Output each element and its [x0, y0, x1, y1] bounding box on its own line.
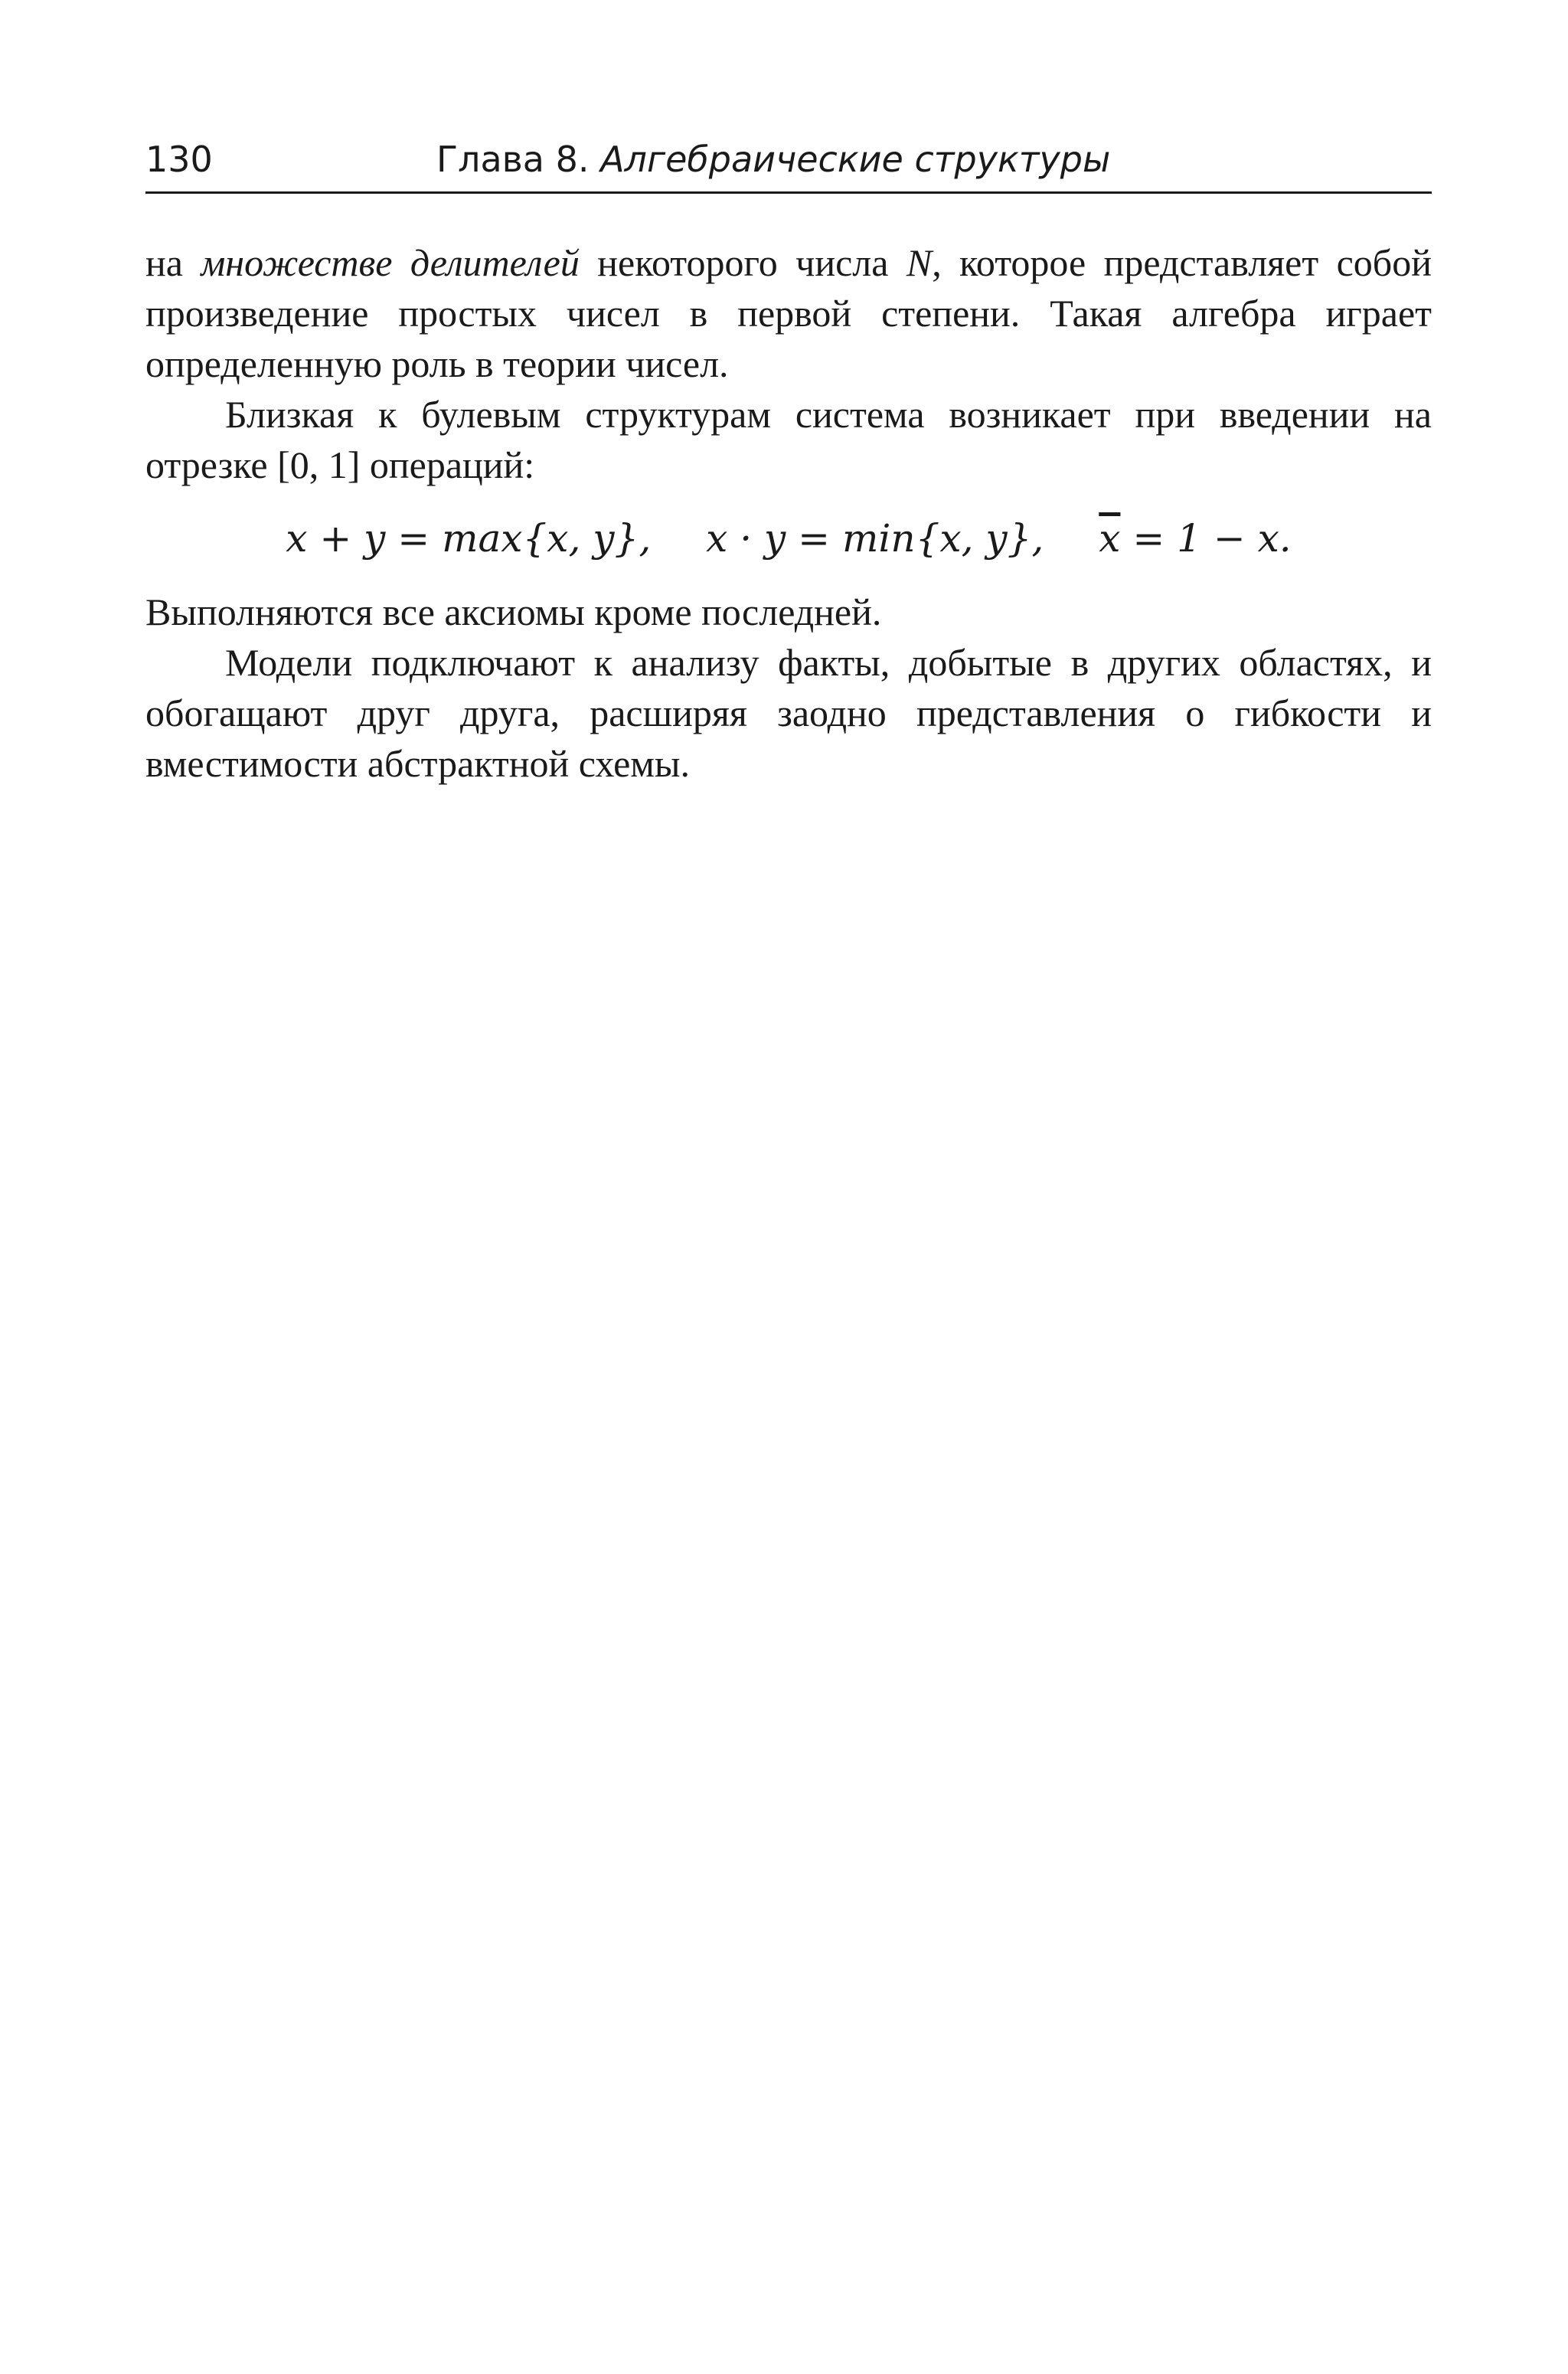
chapter-name: Алгебраические структуры: [600, 139, 1111, 180]
formula-complement: [1099, 505, 1291, 571]
formula-min: x · y = min{x, y},: [706, 516, 1044, 561]
running-head: [145, 130, 1432, 194]
chapter-title: [436, 136, 1110, 182]
paragraph-1-part-1: на: [145, 241, 201, 284]
paragraph-1-part-3: , которое представляет собой произведение простых чисел в первой степени. Такая алгебра играет определенную роль в теории чисел.: [145, 241, 1432, 385]
paragraph-1-emphasis: множестве делителей: [201, 241, 580, 284]
paragraph-1-part-2: некоторого числа: [579, 241, 906, 284]
formula-max: x + y = max{x, y},: [286, 516, 652, 561]
body-text: [145, 237, 1432, 789]
page-number: 130: [145, 139, 213, 180]
display-formula: [145, 505, 1432, 571]
chapter-label: Глава 8.: [436, 139, 590, 180]
paragraph-4: Модели подключают к анализу факты, добытые в других областях, и обогащают друг друга, расширяя заодно представления о гибкости и вместимости абстрактной схемы.: [145, 641, 1432, 785]
paragraph-2: Близкая к булевым структурам система возникает при введении на отрезке [0, 1] операций:: [145, 393, 1432, 486]
paragraph-1: [145, 237, 1432, 389]
formula-complement-var: $\overline{x}$: [1099, 516, 1121, 561]
variable-n: N: [906, 241, 933, 284]
formula-complement-rest: = 1 − x.: [1120, 516, 1292, 561]
paragraph-3: Выполняются все аксиомы кроме последней.: [145, 590, 882, 633]
